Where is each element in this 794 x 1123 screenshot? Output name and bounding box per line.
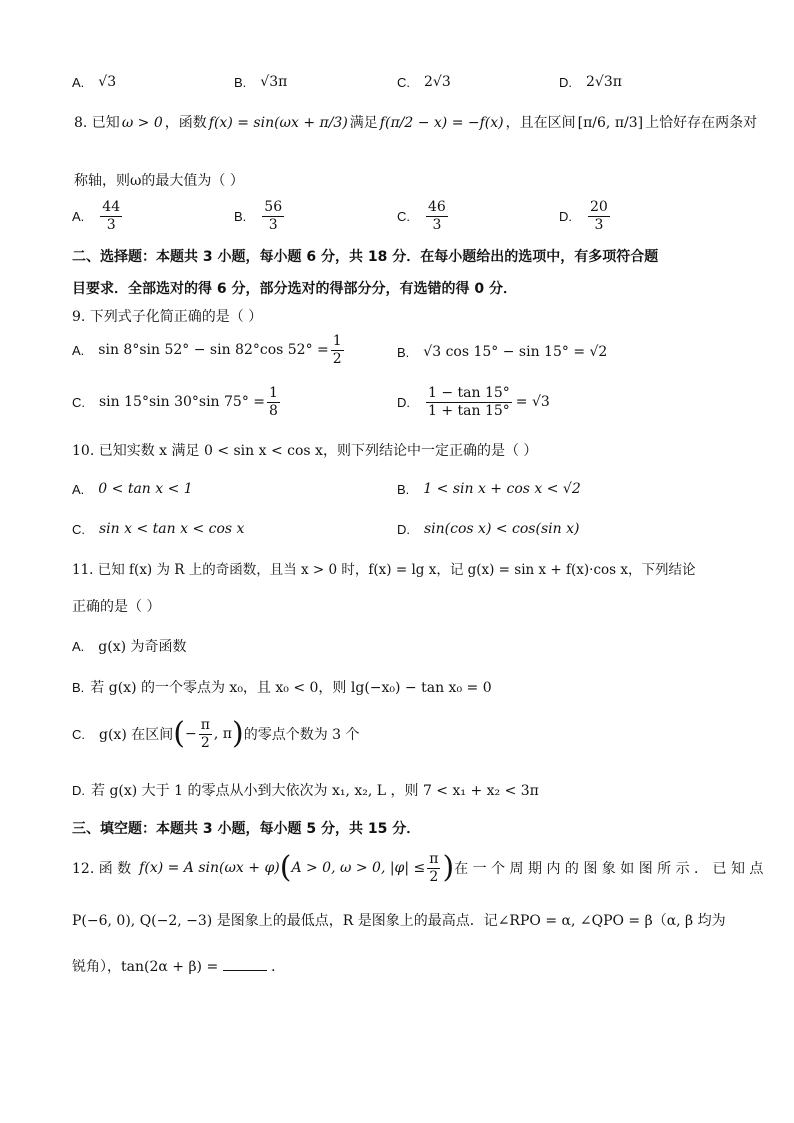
q8-stem-line2: 称轴，则ω的最大值为（ ） xyxy=(74,173,244,189)
option-label: C. xyxy=(397,74,410,90)
q8-option-a xyxy=(72,200,124,232)
fraction: $\frac{\pi}{2}$ xyxy=(200,717,210,751)
q12-stem-line2: P(−6, 0), Q(−2, −3) 是图象上的最低点，R 是图象上的最高点．记∠RPO = α, ∠QPO = β（α, β 均为 xyxy=(72,913,726,929)
option-label: C. xyxy=(397,208,410,224)
option-label: B. xyxy=(397,344,410,360)
q8-text: 满足 xyxy=(349,115,378,131)
option-label: C. xyxy=(72,726,85,742)
left-paren: ( xyxy=(173,716,185,752)
q12-prefix: 12. 函 数 xyxy=(72,861,132,878)
right-paren: ) xyxy=(442,850,455,886)
option-text: 若 g(x) 的一个零点为 x₀，且 x₀ < 0，则 lg(−x₀) − tan x₀ = 0 xyxy=(90,680,492,696)
q11-option-b xyxy=(72,677,492,697)
option-expression: 0 < tan x < 1 xyxy=(98,481,193,497)
q8-text: 上恰好存在两条对 xyxy=(645,115,758,131)
q12-text: 锐角），tan(2α + β) = xyxy=(72,959,219,975)
option-label: D. xyxy=(559,208,572,224)
option-value: √3 xyxy=(98,74,117,90)
q8-function: f(x) = sin(ωx + π/3) xyxy=(208,115,348,131)
q9-option-b xyxy=(397,344,607,360)
option-text: 的零点个数为 3 个 xyxy=(243,727,360,744)
q10-stem: 10. 已知实数 x 满足 0 < sin x < cos x，则下列结论中一定正确的是（ ） xyxy=(72,443,538,459)
option-value: 2√3 xyxy=(424,74,451,90)
fraction: $\frac{1}{2}$ xyxy=(332,333,342,367)
fraction: $\frac{44}{3}$ xyxy=(102,199,121,233)
option-expression: sin 15°sin 30°sin 75° = xyxy=(99,394,266,411)
section-2-heading-line2: 目要求．全部选对的得 6 分，部分选对的得部分分，有选错的得 0 分． xyxy=(72,281,517,297)
option-expression: = √3 xyxy=(515,394,550,411)
q7-option-a xyxy=(72,74,116,90)
q8-stem-line1 xyxy=(74,116,757,130)
option-expression: sin x < tan x < cos x xyxy=(99,521,245,537)
q11-stem-line1: 11. 已知 f(x) 为 R 上的奇函数，且当 x > 0 时，f(x) = lg x，记 g(x) = sin x + f(x)·cos x，下列结论 xyxy=(72,562,696,578)
option-expression: sin(cos x) < cos(sin x) xyxy=(424,521,580,537)
q8-option-b xyxy=(234,200,286,232)
option-text: g(x) 为奇函数 xyxy=(98,639,187,655)
option-label: D. xyxy=(72,782,85,798)
option-value: √3π xyxy=(260,74,288,90)
q12-condition: A > 0, ω > 0, |φ| ≤ xyxy=(291,860,426,877)
q8-text: ，且在区间 xyxy=(505,115,576,131)
option-label: A. xyxy=(72,481,85,497)
left-paren: ( xyxy=(279,850,292,886)
q8-text: ，函数 xyxy=(164,115,207,131)
option-expression: sin 8°sin 52° − sin 82°cos 52° = xyxy=(98,342,329,359)
fraction: $\frac{20}{3}$ xyxy=(590,199,608,233)
q7-option-c xyxy=(397,74,451,90)
q9-option-c xyxy=(72,386,282,418)
q10-option-b xyxy=(397,481,581,497)
q11-stem-line2: 正确的是（ ） xyxy=(72,599,161,615)
option-label: B. xyxy=(397,481,410,497)
q12-function: f(x) = A sin(ωx + φ) xyxy=(139,860,280,877)
fraction: $\frac{1}{8}$ xyxy=(269,385,278,419)
option-expression: 1 < sin x + cos x < √2 xyxy=(423,481,581,497)
q9-stem: 9. 下列式子化简正确的是（ ） xyxy=(72,309,263,325)
option-label: D. xyxy=(397,394,410,410)
option-label: D. xyxy=(559,74,572,90)
q8-interval: [π/6, π/3] xyxy=(577,115,644,131)
q12-text: 在 一 个 周 期 内 的 图 象 如 图 所 示 ． 已 知 点 xyxy=(454,861,764,878)
q8-prefix: 8. 已知 xyxy=(74,115,120,131)
option-label: A. xyxy=(72,638,85,654)
option-label: A. xyxy=(72,74,85,90)
fraction: $\frac{46}{3}$ xyxy=(428,199,446,233)
section-2-heading-line1: 二、选择题：本题共 3 小题，每小题 6 分，共 18 分．在每小题给出的选项中，有多项符合题 xyxy=(72,249,659,265)
fraction: $\frac{56}{3}$ xyxy=(264,199,283,233)
q10-option-d xyxy=(397,521,579,537)
q12-stem-line1 xyxy=(72,852,763,884)
q8-symmetry-condition: f(π/2 − x) = −f(x) xyxy=(379,115,504,131)
option-expression: √3 cos 15° − sin 15° = √2 xyxy=(423,344,608,360)
q12-stem-line3 xyxy=(72,958,285,974)
q7-option-b xyxy=(234,74,287,90)
q12-text: ． xyxy=(271,959,286,975)
fraction: $\frac{\pi}{2}$ xyxy=(429,851,439,885)
option-label: B. xyxy=(234,74,247,90)
option-text: 若 g(x) 大于 1 的零点从小到大依次为 x₁, x₂, L ，则 7 < x₁ + x₂ < 3π xyxy=(91,783,539,799)
q9-option-a xyxy=(72,334,346,366)
q8-condition: ω > 0 xyxy=(121,115,163,131)
right-paren: ) xyxy=(232,716,244,752)
q10-option-c xyxy=(72,521,244,537)
option-label: A. xyxy=(72,342,85,358)
section-3-heading: 三、填空题：本题共 3 小题，每小题 5 分，共 15 分． xyxy=(72,821,421,837)
q11-option-c: C. g(x) 在区间 ( − $\frac{\pi}{2}$ , π ) 的零点个数为 3 个 xyxy=(72,716,360,752)
option-label: C. xyxy=(72,394,85,410)
q11-option-a xyxy=(72,636,187,656)
fraction: $\frac{1 - \tan 15^\circ}{1 + \tan 15^\circ}$ xyxy=(428,385,510,419)
q8-option-d xyxy=(559,200,612,232)
option-label: D. xyxy=(397,521,410,537)
option-label: C. xyxy=(72,521,85,537)
q10-option-a xyxy=(72,481,193,497)
option-value: 2√3π xyxy=(586,74,622,90)
option-text: g(x) 在区间 xyxy=(99,727,174,744)
option-label: B. xyxy=(234,208,247,224)
option-label: B. xyxy=(72,679,85,695)
q8-option-c xyxy=(397,200,450,232)
option-label: A. xyxy=(72,208,85,224)
answer-blank[interactable] xyxy=(223,958,267,971)
q11-option-d xyxy=(72,780,539,800)
q7-option-d xyxy=(559,74,622,90)
q9-option-d xyxy=(397,386,550,418)
